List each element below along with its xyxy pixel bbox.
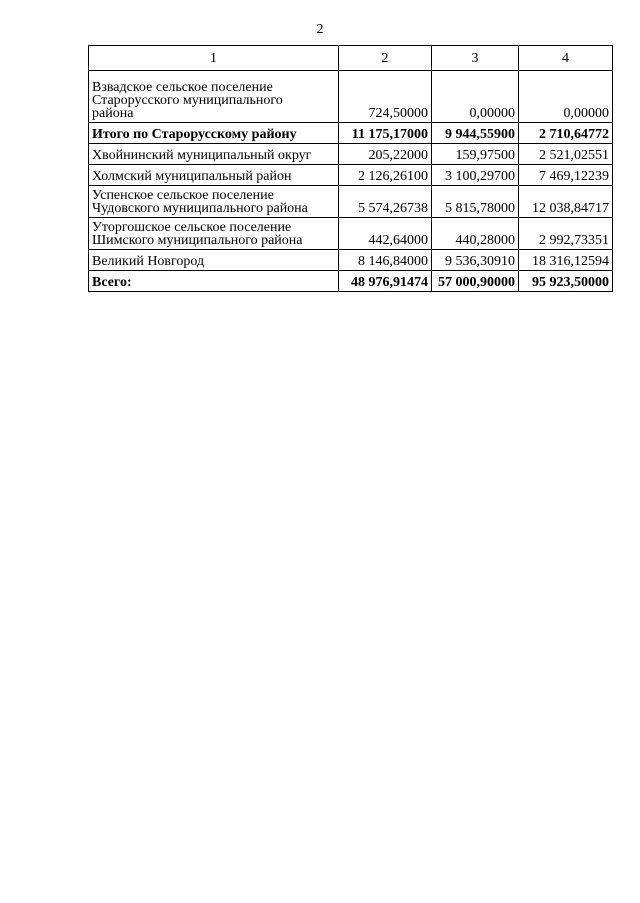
row-value-col2: 205,22000	[339, 144, 432, 165]
row-name-line: Всего:	[92, 275, 132, 290]
row-value-col4: 12 038,84717	[519, 186, 613, 218]
table-row	[89, 144, 613, 165]
row-value-col2: 48 976,91474	[339, 271, 432, 292]
row-name-cell	[89, 71, 339, 123]
row-name-cell	[89, 250, 339, 271]
row-value-col4: 2 521,02551	[519, 144, 613, 165]
row-value-col2: 11 175,17000	[339, 123, 432, 144]
table-row	[89, 165, 613, 186]
row-name-line: района	[92, 106, 134, 121]
header-cell-2: 2	[339, 46, 432, 71]
header-cell-4: 4	[519, 46, 613, 71]
row-value-col3: 3 100,29700	[432, 165, 519, 186]
page-number: 2	[316, 22, 324, 37]
row-name-line: Хвойнинский муниципальный округ	[92, 148, 312, 163]
row-name-cell	[89, 186, 339, 218]
table-row	[89, 218, 613, 250]
row-name-line: Уторгошское сельское поселение	[92, 220, 292, 235]
row-value-col4: 2 992,73351	[519, 218, 613, 250]
row-name-cell	[89, 218, 339, 250]
row-name-cell	[89, 144, 339, 165]
row-name-cell	[89, 271, 339, 292]
row-value-col4: 18 316,12594	[519, 250, 613, 271]
row-value-col2: 5 574,26738	[339, 186, 432, 218]
row-value-col2: 724,50000	[339, 71, 432, 123]
row-value-col3: 440,28000	[432, 218, 519, 250]
table-row	[89, 123, 613, 144]
table-row	[89, 186, 613, 218]
row-name-line: Успенское сельское поселение	[92, 188, 274, 203]
header-cell-3: 3	[432, 46, 519, 71]
row-value-col3: 0,00000	[432, 71, 519, 123]
row-value-col3: 57 000,90000	[432, 271, 519, 292]
row-value-col3: 9 944,55900	[432, 123, 519, 144]
row-value-col2: 442,64000	[339, 218, 432, 250]
row-value-col3: 9 536,30910	[432, 250, 519, 271]
row-value-col4: 2 710,64772	[519, 123, 613, 144]
row-name-line: Холмский муниципальный район	[92, 169, 292, 184]
row-name-line: Итого по Старорусскому району	[92, 127, 297, 142]
budget-table	[88, 45, 613, 292]
row-value-col3: 159,97500	[432, 144, 519, 165]
row-name-line: Взвадское сельское поселение	[92, 80, 273, 95]
row-name-line: Старорусского муниципального	[92, 93, 283, 108]
table-row	[89, 271, 613, 292]
table-row	[89, 71, 613, 123]
row-value-col2: 8 146,84000	[339, 250, 432, 271]
table-header-row	[89, 46, 613, 71]
row-value-col4: 0,00000	[519, 71, 613, 123]
row-value-col4: 7 469,12239	[519, 165, 613, 186]
row-name-line: Великий Новгород	[92, 254, 205, 269]
row-value-col2: 2 126,26100	[339, 165, 432, 186]
row-name-cell	[89, 123, 339, 144]
table-row	[89, 250, 613, 271]
row-name-line: Чудовского муниципального района	[92, 201, 308, 216]
header-cell-1: 1	[89, 46, 339, 71]
row-value-col3: 5 815,78000	[432, 186, 519, 218]
row-name-cell	[89, 165, 339, 186]
row-name-line: Шимского муниципального района	[92, 233, 303, 248]
row-value-col4: 95 923,50000	[519, 271, 613, 292]
